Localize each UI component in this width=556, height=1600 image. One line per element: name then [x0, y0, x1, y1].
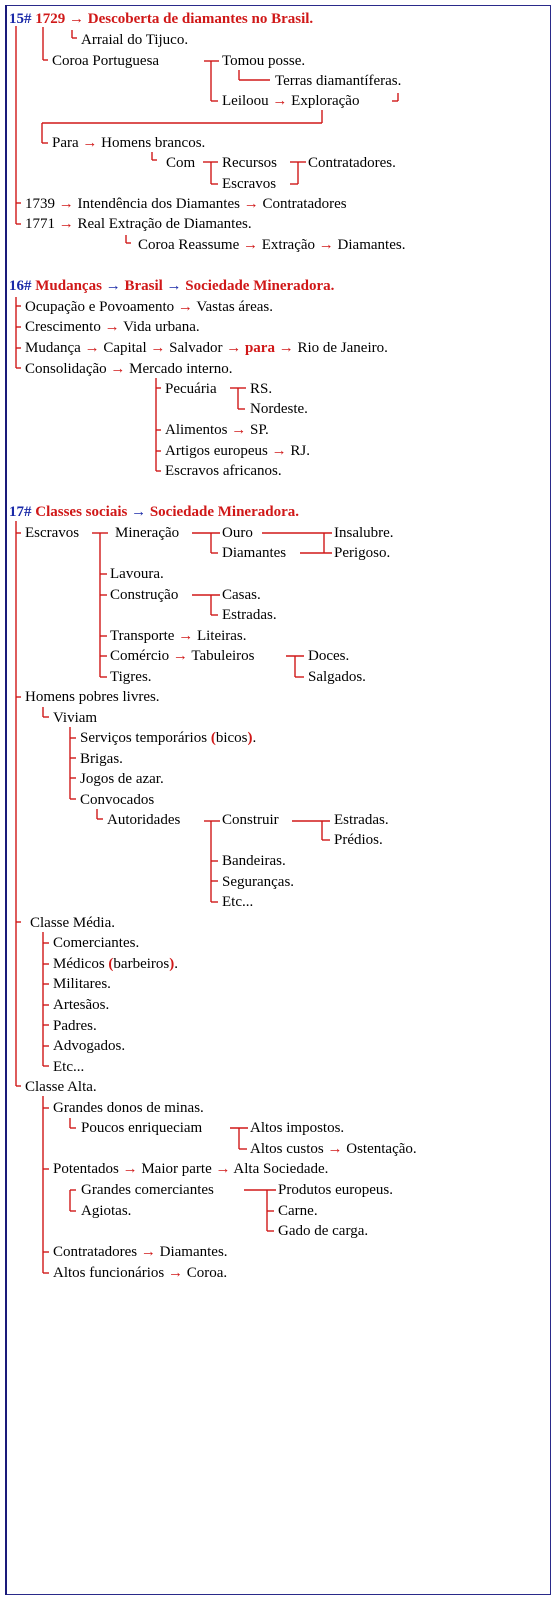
consolidacao-label: Consolidação	[25, 361, 107, 377]
arrow-icon: →	[150, 340, 166, 356]
coroa-label: Coroa.	[186, 1265, 228, 1281]
heading-part: Sociedade Mineradora.	[149, 504, 299, 520]
node-transporte	[110, 627, 247, 645]
servicos-label: Serviços temporários	[80, 730, 208, 746]
node-perigoso: Perigoso.	[334, 545, 391, 561]
arrow-icon: →	[178, 628, 194, 644]
node-insalubre: Insalubre.	[334, 525, 394, 541]
ocupacao-label: Ocupação e Povoamento	[25, 299, 175, 315]
node-ouro: Ouro	[222, 525, 253, 541]
medicos-label: Médicos	[53, 956, 105, 972]
node-comercio	[110, 647, 255, 665]
node-classe-alta: Classe Alta.	[25, 1079, 97, 1095]
tabuleiros-label: Tabuleiros	[191, 648, 255, 664]
arrow-icon: →	[167, 1265, 183, 1281]
arrow-icon: →	[110, 361, 126, 377]
node-artesaos: Artesãos.	[53, 997, 110, 1013]
arrow-icon: →	[231, 422, 247, 438]
potentados-label: Potentados	[53, 1161, 119, 1177]
node-bandeiras: Bandeiras.	[222, 853, 286, 869]
section-17-heading	[9, 503, 299, 521]
vastas-label: Vastas áreas.	[196, 299, 273, 315]
node-lavoura: Lavoura.	[110, 566, 164, 582]
node-crescimento	[25, 318, 200, 336]
node-classe-media: Classe Média.	[30, 915, 115, 931]
contratadores-label: Contratadores	[262, 196, 347, 212]
node-alimentos	[165, 421, 269, 439]
para-label: Para	[52, 135, 79, 151]
node-jogos: Jogos de azar.	[80, 771, 164, 787]
sociedade-label: Alta Sociedade.	[233, 1161, 329, 1177]
node-gado: Gado de carga.	[278, 1223, 369, 1239]
barbeiros-label: barbeiros	[113, 956, 170, 972]
arrow-icon: →	[318, 237, 334, 253]
node-1739	[25, 195, 347, 213]
node-recursos: Recursos	[222, 155, 277, 171]
transporte-label: Transporte	[110, 628, 175, 644]
crescimento-label: Crescimento	[25, 319, 101, 335]
node-salgados: Salgados.	[308, 669, 366, 685]
mudanca-label: Mudança	[25, 340, 81, 356]
node-coroa-portuguesa: Coroa Portuguesa	[52, 53, 160, 69]
node-tomou-posse: Tomou posse.	[222, 53, 306, 69]
para-label: para	[244, 340, 275, 356]
node-construcao: Construção	[110, 587, 179, 603]
arrow-icon: →	[104, 319, 120, 335]
arrow-icon: →	[242, 237, 258, 253]
node-medicos: Médicos (barbeiros).	[53, 956, 178, 972]
diamantes-label: Diamantes.	[159, 1244, 228, 1260]
extracao-label: Extração	[261, 237, 316, 253]
arrow-icon: →	[271, 443, 287, 459]
node-escravos: Escravos	[25, 525, 80, 541]
node-arraial: Arraial do Tijuco.	[81, 32, 189, 48]
real-extracao-label: Real Extração de Diamantes.	[77, 216, 252, 232]
heading-year: 1729	[35, 11, 66, 27]
arrow-icon: →	[172, 648, 188, 664]
rio-label: Rio de Janeiro.	[297, 340, 388, 356]
node-estradas-2: Estradas.	[334, 812, 389, 828]
section-16-heading	[9, 277, 334, 295]
node-agiotas: Agiotas.	[81, 1203, 132, 1219]
arrow-icon: →	[58, 216, 74, 232]
arrow-icon: →	[131, 504, 147, 520]
arrow-icon: →	[215, 1161, 231, 1177]
leiloou-label: Leiloou	[222, 93, 269, 109]
node-contratadores: Contratadores.	[308, 155, 396, 171]
node-carne: Carne.	[278, 1203, 318, 1219]
heading-part: Classes sociais	[35, 504, 128, 520]
node-tigres: Tigres.	[110, 669, 152, 685]
node-autoridades: Autoridades	[107, 812, 181, 828]
node-1771	[25, 215, 252, 233]
maior-label: Maior parte	[141, 1161, 212, 1177]
heading-part: Sociedade Mineradora.	[185, 278, 335, 294]
node-funcionarios	[53, 1264, 227, 1282]
arrow-icon: →	[82, 135, 98, 151]
node-diamantes: Diamantes	[222, 545, 287, 561]
arrow-icon: →	[327, 1141, 343, 1157]
exploracao-label: Exploração	[291, 93, 360, 109]
node-coroa-reassume	[138, 236, 405, 254]
node-consolidacao	[25, 360, 232, 378]
contratadores-label: Contratadores	[53, 1244, 138, 1260]
capital-label: Capital	[103, 340, 147, 356]
arrow-icon: →	[105, 278, 121, 294]
node-comerciantes: Comerciantes.	[53, 935, 140, 951]
heading-part: Brasil	[124, 278, 163, 294]
node-brigas: Brigas.	[80, 751, 123, 767]
node-mudanca	[25, 339, 388, 357]
alimentos-label: Alimentos	[165, 422, 228, 438]
year-1739: 1739	[25, 196, 55, 212]
node-militares: Militares.	[53, 976, 111, 992]
section-15-heading	[9, 10, 313, 28]
heading-part: Mudanças	[35, 278, 102, 294]
arrow-icon: →	[58, 196, 74, 212]
intendencia-label: Intendência dos Diamantes	[77, 196, 240, 212]
node-produtos: Produtos europeus.	[278, 1182, 393, 1198]
node-para-homens-brancos	[52, 134, 205, 152]
funcionarios-label: Altos funcionários	[53, 1265, 165, 1281]
node-artigos	[165, 442, 310, 460]
node-contratadores	[53, 1243, 228, 1261]
node-com: Com	[166, 155, 196, 171]
arrow-icon: →	[166, 278, 182, 294]
node-etc-2: Etc...	[53, 1059, 85, 1075]
homens-brancos-label: Homens brancos.	[101, 135, 206, 151]
node-pecuaria: Pecuária	[165, 381, 217, 397]
arrow-icon: →	[278, 340, 294, 356]
node-homens-pobres: Homens pobres livres.	[25, 689, 160, 705]
arrow-icon: →	[226, 340, 242, 356]
close-paren: )	[247, 730, 253, 746]
open-paren: (	[108, 956, 114, 972]
node-advogados: Advogados.	[53, 1038, 126, 1054]
node-etc: Etc...	[222, 894, 254, 910]
custos-label: Altos custos	[250, 1141, 324, 1157]
node-construir: Construir	[222, 812, 279, 828]
node-doces: Doces.	[308, 648, 350, 664]
arrow-icon: →	[122, 1161, 138, 1177]
node-leiloou	[222, 92, 359, 110]
sp-label: SP.	[250, 422, 269, 438]
node-viviam: Viviam	[53, 710, 98, 726]
node-escravos: Escravos	[222, 176, 277, 192]
node-servicos: Serviços temporários (bicos).	[80, 730, 257, 746]
node-padres: Padres.	[53, 1018, 97, 1034]
salvador-label: Salvador	[169, 340, 223, 356]
node-estradas: Estradas.	[222, 607, 277, 623]
node-africanos: Escravos africanos.	[165, 463, 282, 479]
reassume-label: Coroa Reassume	[138, 237, 240, 253]
urbana-label: Vida urbana.	[123, 319, 200, 335]
year-1771: 1771	[25, 216, 55, 232]
node-grandes-donos: Grandes donos de minas.	[53, 1100, 204, 1116]
node-ocupacao	[25, 298, 273, 316]
node-poucos: Poucos enriqueciam	[81, 1120, 203, 1136]
artigos-label: Artigos europeus	[165, 443, 268, 459]
arrow-icon: →	[84, 340, 100, 356]
rj-label: RJ.	[290, 443, 310, 459]
node-grandes-comerciantes: Grandes comerciantes	[81, 1182, 214, 1198]
node-mineracao: Mineração	[115, 525, 180, 541]
node-segurancas: Seguranças.	[222, 874, 295, 890]
liteiras-label: Liteiras.	[196, 628, 247, 644]
arrow-icon: →	[243, 196, 259, 212]
node-potentados	[53, 1160, 328, 1178]
arrow-icon: →	[69, 11, 84, 27]
arrow-icon: →	[140, 1244, 156, 1260]
ostentacao-label: Ostentação.	[346, 1141, 417, 1157]
node-nordeste: Nordeste.	[250, 401, 308, 417]
node-rs: RS.	[250, 381, 273, 397]
bicos-label: bicos	[215, 730, 248, 746]
mercado-label: Mercado interno.	[129, 361, 233, 377]
arrow-icon: →	[272, 93, 288, 109]
heading-title: Descoberta de diamantes no Brasil.	[87, 11, 314, 27]
diamantes-label: Diamantes.	[337, 237, 406, 253]
node-terras: Terras diamantíferas.	[275, 73, 402, 89]
node-impostos: Altos impostos.	[250, 1120, 345, 1136]
close-paren: )	[169, 956, 175, 972]
node-predios: Prédios.	[334, 832, 383, 848]
section-number: 16#	[9, 278, 32, 294]
open-paren: (	[210, 730, 216, 746]
comercio-label: Comércio	[110, 648, 170, 664]
node-custos	[250, 1140, 417, 1158]
section-number: 17#	[9, 504, 32, 520]
arrow-icon: →	[177, 299, 193, 315]
section-number: 15#	[9, 11, 32, 27]
node-convocados: Convocados	[80, 792, 155, 808]
node-casas: Casas.	[222, 587, 261, 603]
